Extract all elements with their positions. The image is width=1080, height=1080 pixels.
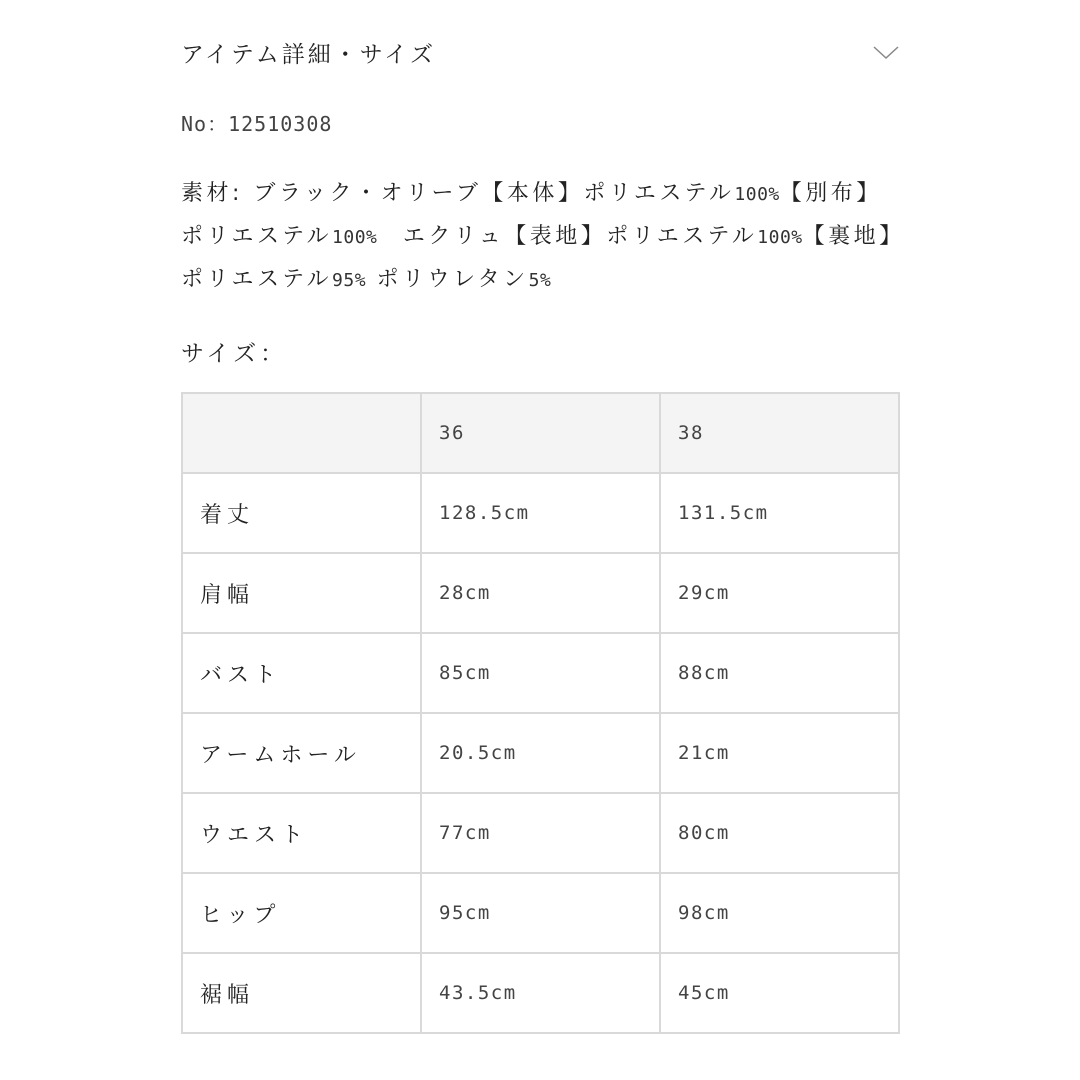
accordion-title: アイテム詳細・サイズ [181, 42, 436, 68]
material-text: 【裏地】ポリエステル [181, 224, 894, 292]
size-column-header: 36 [421, 393, 660, 473]
table-row [182, 793, 899, 873]
measurement-value-cell: 21cm [660, 713, 899, 793]
material-description [181, 173, 899, 302]
material-percentage: 100% [757, 227, 803, 248]
size-column-header: 38 [660, 393, 899, 473]
material-percentage: 5% [528, 270, 552, 291]
measurement-value-cell: 88cm [660, 633, 899, 713]
table-row [182, 553, 899, 633]
measurement-value-cell: 43.5cm [421, 953, 660, 1033]
item-detail-accordion-header[interactable] [181, 32, 899, 72]
size-table-corner-cell [182, 393, 421, 473]
material-text: エクリュ【表地】ポリエステル [377, 224, 758, 249]
measurement-value-cell: 128.5cm [421, 473, 660, 553]
measurement-label-cell: 着丈 [182, 473, 421, 553]
material-percentage: 100% [734, 184, 780, 205]
measurement-value-cell: 95cm [421, 873, 660, 953]
measurement-value-cell: 85cm [421, 633, 660, 713]
table-row [182, 473, 899, 553]
material-text: 素材: ブラック・オリーブ【本体】ポリエステル [181, 181, 735, 206]
table-row [182, 873, 899, 953]
size-table [181, 392, 900, 1034]
chevron-down-icon[interactable] [871, 42, 901, 62]
material-text: 【別布】ポリエステル [181, 181, 882, 249]
measurement-label-cell: ウエスト [182, 793, 421, 873]
measurement-value-cell: 28cm [421, 553, 660, 633]
table-row [182, 953, 899, 1033]
material-percentage: 95% [332, 270, 367, 291]
measurement-label-cell: アームホール [182, 713, 421, 793]
table-row [182, 713, 899, 793]
material-percentage: 100% [332, 227, 378, 248]
material-text: ポリウレタン [366, 267, 529, 292]
measurement-value-cell: 29cm [660, 553, 899, 633]
measurement-value-cell: 98cm [660, 873, 899, 953]
measurement-value-cell: 131.5cm [660, 473, 899, 553]
size-table-header-row [182, 393, 899, 473]
measurement-label-cell: ヒップ [182, 873, 421, 953]
measurement-value-cell: 20.5cm [421, 713, 660, 793]
table-row [182, 633, 899, 713]
measurement-value-cell: 45cm [660, 953, 899, 1033]
measurement-label-cell: バスト [182, 633, 421, 713]
item-number: No：12510308 [181, 112, 333, 136]
measurement-label-cell: 肩幅 [182, 553, 421, 633]
size-label: サイズ： [181, 341, 288, 367]
measurement-value-cell: 80cm [660, 793, 899, 873]
measurement-value-cell: 77cm [421, 793, 660, 873]
measurement-label-cell: 裾幅 [182, 953, 421, 1033]
